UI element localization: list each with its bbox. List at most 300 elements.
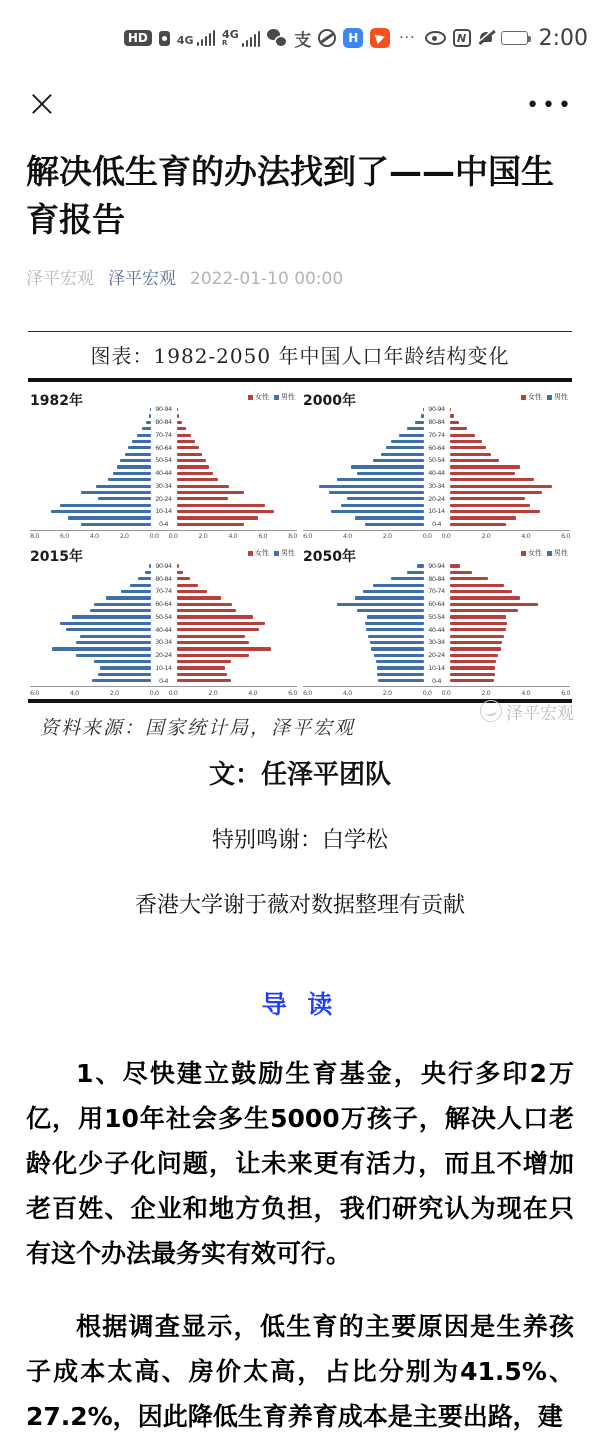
male-bar — [370, 641, 423, 644]
axis-tick-label: 8.0 — [288, 532, 297, 541]
male-bar — [407, 427, 423, 430]
age-group-label: 70-74 — [155, 587, 172, 596]
female-bar — [450, 615, 506, 618]
pyramid-row — [303, 427, 570, 430]
age-group-label: 40-44 — [428, 625, 445, 634]
female-bar — [450, 635, 504, 638]
male-bar — [386, 446, 423, 449]
age-group-label: 30-34 — [155, 481, 172, 490]
male-bar — [381, 453, 423, 456]
female-bar — [177, 564, 179, 567]
pyramid-grid — [0, 382, 600, 699]
age-group-label: 50-54 — [428, 612, 445, 621]
summary-paragraph-2: 根据调查显示，低生育的主要原因是生养孩子成本太高、房价太高，占比分别为41.5%、27.2%，因此降低生育养育成本是主要出路，建 — [26, 1311, 574, 1431]
legend-swatch-icon — [521, 551, 526, 556]
female-bar — [450, 414, 454, 417]
female-bar — [177, 647, 271, 650]
male-bar — [96, 485, 150, 488]
axis-tick-label: 6.0 — [303, 688, 312, 697]
axis-tick-label: 2.0 — [198, 532, 208, 541]
female-bar — [450, 571, 472, 574]
age-group-label: 10-14 — [155, 663, 172, 672]
pyramid-row — [30, 622, 297, 625]
pyramid-legend — [521, 546, 570, 558]
age-group-label: 0-4 — [158, 676, 169, 685]
signal-bars-icon — [197, 30, 216, 46]
age-group-label: 50-54 — [428, 456, 445, 465]
male-bar — [76, 641, 150, 644]
male-bar — [391, 577, 423, 580]
close-icon[interactable]: × — [26, 81, 58, 125]
pyramid-row — [303, 418, 570, 427]
male-bar — [337, 478, 423, 481]
male-bar — [92, 679, 150, 682]
male-bar — [378, 679, 423, 682]
mute-icon — [478, 30, 494, 46]
pyramid-legend — [521, 390, 570, 402]
female-bar — [450, 622, 507, 625]
male-bar — [51, 510, 150, 513]
pyramid-row — [30, 571, 297, 574]
age-group-label: 0-4 — [431, 676, 442, 685]
pyramid-row — [30, 612, 297, 621]
pyramid-row — [303, 663, 570, 672]
legend-item: 女性 — [521, 392, 542, 402]
male-bar — [117, 465, 150, 468]
female-bar — [177, 459, 206, 462]
female-bar — [450, 453, 491, 456]
legend-swatch-icon — [547, 551, 552, 556]
pyramid-row — [30, 635, 297, 638]
male-bar — [66, 628, 150, 631]
pyramid-row — [303, 584, 570, 587]
male-bar — [130, 584, 150, 587]
female-bar — [177, 577, 190, 580]
female-bar — [177, 497, 229, 500]
battery-icon — [501, 31, 528, 45]
article-nav-bar — [0, 62, 600, 125]
female-bar — [450, 660, 496, 663]
pyramid-row — [303, 520, 570, 529]
axis-tick-label: 2.0 — [382, 532, 392, 541]
axis-tick-label: 4.0 — [342, 532, 352, 541]
male-bar — [68, 516, 151, 519]
legend-swatch-icon — [248, 551, 253, 556]
pyramid-row — [30, 638, 297, 647]
male-bar — [120, 459, 150, 462]
axis-tick-label: 6.0 — [561, 532, 570, 541]
female-bar — [177, 472, 214, 475]
legend-swatch-icon — [274, 551, 279, 556]
female-bar — [177, 628, 259, 631]
female-bar — [177, 609, 236, 612]
male-bar — [72, 615, 150, 618]
female-bar — [177, 666, 225, 669]
browser-icon — [318, 29, 336, 47]
axis-tick-label: 2.0 — [481, 532, 491, 541]
age-group-label: 60-64 — [155, 600, 172, 609]
axis-tick-label: 4.0 — [248, 688, 258, 697]
male-bar — [81, 491, 150, 494]
male-bar — [376, 660, 423, 663]
pyramid-row — [303, 571, 570, 574]
male-bar — [94, 660, 150, 663]
pyramid-row — [30, 405, 297, 414]
age-group-label: 60-64 — [428, 600, 445, 609]
pyramid-row — [30, 516, 297, 519]
male-bar — [60, 504, 150, 507]
male-bar — [94, 603, 150, 606]
female-bar — [177, 440, 196, 443]
female-bar — [450, 523, 506, 526]
male-bar — [421, 414, 424, 417]
age-group-label: 80-84 — [155, 418, 172, 427]
population-pyramid — [30, 388, 297, 540]
pyramid-row — [30, 469, 297, 478]
age-group-label: 10-14 — [428, 507, 445, 516]
article-byline — [26, 264, 574, 289]
female-bar — [450, 427, 467, 430]
legend-item: 男性 — [274, 392, 295, 402]
male-bar — [351, 465, 423, 468]
axis-tick-label: 0.0 — [149, 688, 159, 697]
legend-item: 男性 — [547, 392, 568, 402]
network-type-label: 4G — [176, 34, 194, 47]
axis-tick-label: 6.0 — [258, 532, 268, 541]
female-bar — [450, 485, 552, 488]
male-bar — [355, 596, 423, 599]
female-bar — [177, 504, 266, 507]
pyramid-row — [30, 663, 297, 672]
female-bar — [177, 635, 245, 638]
age-group-label: 70-74 — [428, 430, 445, 439]
nfc-icon: N — [453, 29, 471, 47]
female-bar — [177, 660, 231, 663]
female-bar — [450, 596, 520, 599]
female-bar — [177, 421, 182, 424]
population-chart-figure[interactable] — [0, 331, 600, 740]
female-bar — [450, 609, 518, 612]
age-group-label: 60-64 — [155, 443, 172, 452]
age-group-label: 10-14 — [428, 663, 445, 672]
axis-tick-label: 6.0 — [561, 688, 570, 697]
legend-item: 女性 — [248, 392, 269, 402]
pyramid-row — [30, 481, 297, 490]
legend-swatch-icon — [248, 395, 253, 400]
female-bar — [450, 459, 499, 462]
pyramid-x-axis — [303, 686, 570, 697]
pyramid-x-axis — [303, 530, 570, 541]
male-bar — [80, 635, 150, 638]
female-bar — [177, 584, 198, 587]
male-bar — [366, 628, 423, 631]
female-bar — [450, 590, 512, 593]
pyramid-row — [303, 478, 570, 481]
summary-paragraph-1: 1、尽快建立鼓励生育基金，央行多印2万亿，用10年社会多生5000万孩子，解决人口老龄化少子化问题，让未来更有活力，而且不增加老百姓、企业和地方负担，我们研究认为现在只有这个办法最务实有效可行。 — [26, 1058, 574, 1268]
male-bar — [145, 571, 150, 574]
axis-tick-label: 6.0 — [303, 532, 312, 541]
status-time: 2:00 — [538, 25, 588, 51]
pyramid-x-axis — [30, 530, 297, 541]
female-bar — [177, 571, 183, 574]
female-bar — [177, 485, 230, 488]
age-group-label: 40-44 — [428, 469, 445, 478]
female-bar — [177, 654, 249, 657]
female-bar — [450, 497, 525, 500]
chart-source: 资料来源：国家统计局，泽平宏观 — [40, 716, 356, 739]
male-bar — [373, 584, 423, 587]
pyramid-year-label: 2015年 — [30, 549, 83, 566]
male-bar — [357, 609, 423, 612]
female-bar — [450, 434, 475, 437]
more-menu-icon[interactable]: ••• — [526, 93, 574, 118]
pyramid-row — [30, 520, 297, 529]
pyramid-row — [303, 456, 570, 465]
axis-tick-label: 2.0 — [109, 688, 119, 697]
axis-tick-label: 6.0 — [30, 688, 39, 697]
female-bar — [450, 421, 459, 424]
legend-item: 男性 — [547, 548, 568, 558]
pyramid-row — [30, 596, 297, 599]
pyramid-row — [30, 478, 297, 481]
pyramid-x-axis — [30, 686, 297, 697]
male-bar — [329, 491, 423, 494]
male-bar — [331, 510, 423, 513]
female-bar — [177, 491, 245, 494]
age-group-label: 30-34 — [155, 638, 172, 647]
pyramid-row — [30, 673, 297, 676]
wechat-icon — [267, 29, 287, 47]
pyramid-row — [303, 504, 570, 507]
male-bar — [113, 472, 151, 475]
credit-contribution: 香港大学谢于薇对数据整理有贡献 — [134, 892, 465, 918]
pyramid-row — [30, 443, 297, 452]
pyramid-row — [303, 430, 570, 439]
population-pyramid — [303, 388, 570, 540]
pyramid-row — [303, 638, 570, 647]
axis-tick-label: 2.0 — [119, 532, 129, 541]
female-bar — [450, 504, 530, 507]
pyramid-row — [303, 596, 570, 599]
male-bar — [363, 590, 423, 593]
pyramid-row — [303, 516, 570, 519]
male-bar — [355, 516, 423, 519]
male-bar — [98, 673, 150, 676]
age-group-label: 20-24 — [155, 494, 172, 503]
axis-tick-label: 0.0 — [441, 532, 451, 541]
male-bar — [60, 622, 150, 625]
credit-thanks: 特别鸣谢：白学松 — [211, 827, 388, 853]
pyramid-row — [303, 405, 570, 414]
pyramid-row — [303, 507, 570, 516]
pyramid-row — [303, 673, 570, 676]
axis-tick-label: 4.0 — [521, 688, 531, 697]
axis-tick-label: 4.0 — [89, 532, 99, 541]
legend-item: 女性 — [521, 548, 542, 558]
female-bar — [177, 603, 232, 606]
axis-tick-label: 0.0 — [422, 688, 432, 697]
pyramid-row — [303, 481, 570, 490]
legend-item: 男性 — [274, 548, 295, 558]
pyramid-row — [303, 625, 570, 634]
female-bar — [177, 453, 203, 456]
pyramid-year-label: 2000年 — [303, 393, 356, 409]
male-bar — [138, 577, 150, 580]
pyramid-row — [30, 584, 297, 587]
status-bar — [0, 0, 600, 62]
female-bar — [450, 408, 452, 411]
axis-tick-label: 6.0 — [288, 688, 297, 697]
age-group-label: 80-84 — [428, 418, 445, 427]
male-bar — [128, 446, 151, 449]
pyramid-row — [303, 600, 570, 609]
axis-tick-label: 4.0 — [69, 688, 79, 697]
female-bar — [450, 679, 494, 682]
male-bar — [90, 609, 150, 612]
female-bar — [177, 427, 186, 430]
age-group-label: 60-64 — [428, 443, 445, 452]
pyramid-row — [303, 440, 570, 443]
axis-tick-label: 0.0 — [149, 532, 159, 541]
female-bar — [450, 647, 501, 650]
signal-4g-1 — [177, 30, 215, 46]
female-bar — [450, 472, 515, 475]
male-bar — [367, 615, 423, 618]
pyramid-row — [303, 609, 570, 612]
pyramid-row — [303, 561, 570, 570]
female-bar — [177, 510, 275, 513]
female-bar — [450, 628, 506, 631]
female-bar — [177, 641, 249, 644]
pyramid-row — [30, 625, 297, 634]
pyramid-row — [30, 456, 297, 465]
axis-tick-label: 8.0 — [30, 532, 39, 541]
sim-icon — [159, 31, 170, 46]
female-bar — [177, 523, 245, 526]
pyramid-row — [30, 414, 297, 417]
female-bar — [450, 584, 504, 587]
female-bar — [450, 673, 495, 676]
pyramid-row — [30, 660, 297, 663]
female-bar — [450, 516, 516, 519]
pyramid-row — [303, 651, 570, 660]
chart-caption: 图表：1982-2050 年中国人口年龄结构变化 — [90, 344, 510, 368]
legend-item: 女性 — [248, 548, 269, 558]
pyramid-row — [303, 414, 570, 417]
male-bar — [132, 440, 150, 443]
female-bar — [450, 491, 542, 494]
male-bar — [415, 421, 423, 424]
pyramid-row — [303, 465, 570, 468]
pyramid-row — [303, 676, 570, 685]
axis-tick-label: 0.0 — [168, 688, 178, 697]
pyramid-row — [303, 587, 570, 596]
legend-swatch-icon — [521, 395, 526, 400]
axis-tick-label: 4.0 — [342, 688, 352, 697]
age-group-label: 80-84 — [155, 574, 172, 583]
pyramid-row — [30, 440, 297, 443]
pyramid-row — [30, 494, 297, 503]
pyramid-row — [30, 587, 297, 596]
age-group-label: 30-34 — [428, 638, 445, 647]
female-bar — [177, 414, 179, 417]
pyramid-row — [303, 647, 570, 650]
male-bar — [337, 603, 423, 606]
age-group-label: 20-24 — [428, 651, 445, 660]
male-bar — [121, 590, 150, 593]
signal-4g-2 — [222, 29, 260, 47]
age-group-label: 20-24 — [155, 651, 172, 660]
axis-tick-label: 0.0 — [441, 688, 451, 697]
female-bar — [450, 478, 534, 481]
male-bar — [125, 453, 151, 456]
axis-tick-label: 0.0 — [422, 532, 432, 541]
age-group-label: 40-44 — [155, 469, 172, 478]
pyramid-row — [303, 443, 570, 452]
pyramid-row — [30, 600, 297, 609]
female-bar — [450, 641, 502, 644]
male-bar — [142, 427, 150, 430]
pyramid-row — [303, 453, 570, 456]
summary-heading: 导 读 — [261, 989, 339, 1019]
watermark-text: 泽平宏观 — [506, 703, 574, 724]
app-orange-icon — [370, 28, 390, 48]
pyramid-legend — [248, 546, 297, 558]
female-bar — [450, 446, 486, 449]
eye-comfort-icon — [425, 31, 446, 45]
official-account-link[interactable]: 泽平宏观 — [108, 269, 176, 289]
age-group-label: 0-4 — [158, 520, 169, 529]
pyramid-row — [30, 561, 297, 570]
male-bar — [373, 459, 423, 462]
population-pyramid — [303, 544, 570, 696]
pyramid-row — [30, 427, 297, 430]
female-bar — [177, 516, 258, 519]
male-bar — [399, 434, 423, 437]
female-bar — [450, 666, 495, 669]
pyramid-row — [30, 574, 297, 583]
age-group-label: 90-94 — [155, 405, 172, 414]
publish-date: 2022-01-10 00:00 — [190, 269, 344, 289]
alipay-icon: 支 — [294, 30, 312, 51]
pyramid-row — [30, 430, 297, 439]
female-bar — [177, 679, 231, 682]
male-bar — [365, 523, 423, 526]
age-group-label: 90-94 — [428, 405, 445, 414]
female-bar — [177, 590, 207, 593]
pyramid-year-label: 1982年 — [30, 393, 83, 409]
app-blue-icon: H — [343, 28, 363, 48]
pyramid-row — [303, 635, 570, 638]
pyramid-row — [30, 647, 297, 650]
axis-tick-label: 2.0 — [481, 688, 491, 697]
age-group-label: 30-34 — [428, 481, 445, 490]
female-bar — [177, 434, 191, 437]
hd-volte-icon: HD — [124, 30, 152, 46]
pyramid-row — [30, 609, 297, 612]
female-bar — [177, 673, 227, 676]
male-bar — [374, 654, 423, 657]
axis-tick-label: 2.0 — [208, 688, 218, 697]
male-bar — [108, 478, 150, 481]
age-group-label: 70-74 — [155, 430, 172, 439]
legend-swatch-icon — [274, 395, 279, 400]
author-name: 泽平宏观 — [26, 269, 94, 289]
age-group-label: 90-94 — [155, 561, 172, 570]
axis-tick-label: 4.0 — [228, 532, 238, 541]
pyramid-row — [30, 676, 297, 685]
chart-footer — [0, 703, 600, 740]
